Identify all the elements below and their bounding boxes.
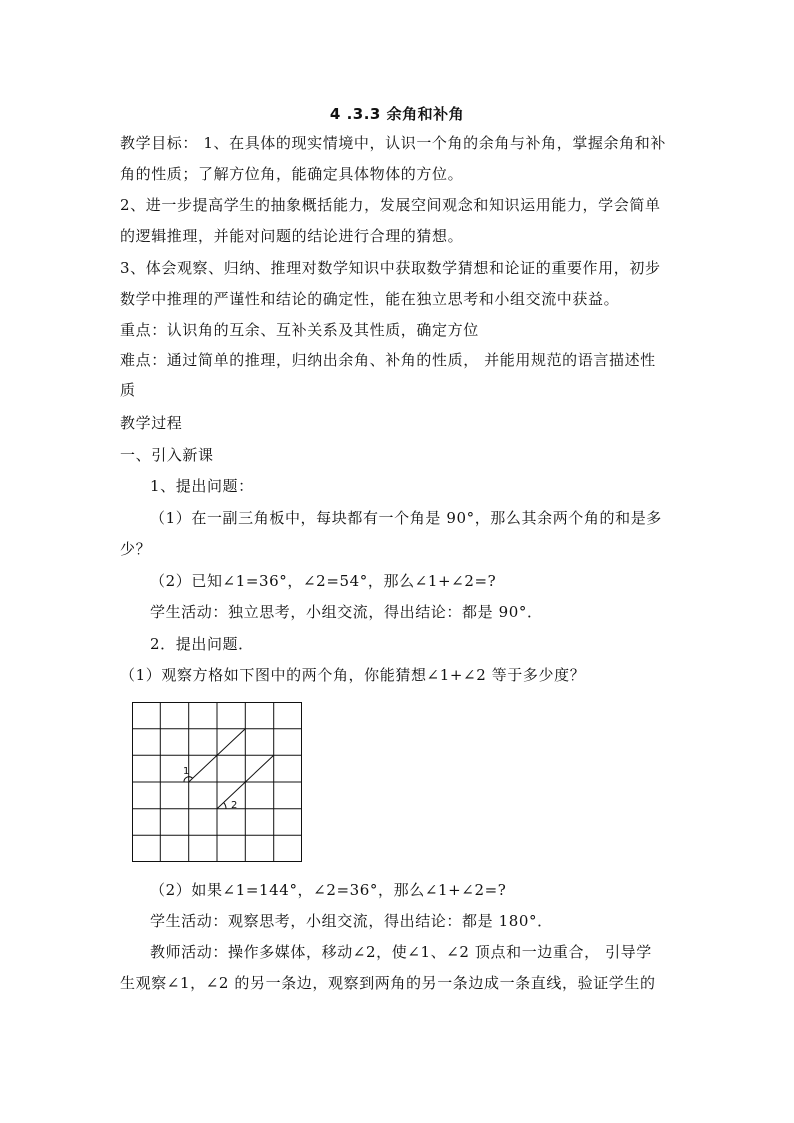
goals-line-2: 角的性质；了解方位角，能确定具体物体的方位。: [120, 165, 464, 183]
section1-heading: 一、引入新课: [120, 446, 214, 464]
angle1-label: 1: [183, 766, 190, 777]
grid-figure: [132, 702, 302, 862]
question-1-line-2: 少？: [120, 540, 152, 558]
goals-line-1: 教学目标： 1、在具体的现实情境中，认识一个角的余角与补角，掌握余角和补: [120, 134, 666, 152]
student-activity-2: 学生活动：观察思考，小组交流，得出结论：都是 180°．: [150, 912, 553, 930]
goals-line-3: 2、进一步提高学生的抽象概括能力，发展空间观念和知识运用能力，学会简单: [120, 196, 661, 214]
goals-line-5: 3、体会观察、归纳、推理对数学知识中获取数学猜想和论证的重要作用，初步: [120, 259, 661, 277]
student-activity-1: 学生活动：独立思考，小组交流，得出结论：都是 90°．: [150, 603, 543, 621]
goals-line-4: 的逻辑推理，并能对问题的结论进行合理的猜想。: [120, 227, 464, 245]
grid-lines: [132, 702, 302, 862]
goals-line-6: 数学中推理的严谨性和结论的确定性，能在独立思考和小组交流中获益。: [120, 290, 620, 308]
question-3: （2）如果∠1=144°，∠2=36°，那么∠1+∠2=?: [150, 881, 507, 899]
question-1-line-1: （1）在一副三角板中，每块都有一个角是 90°，那么其余两个角的和是多: [150, 509, 662, 527]
question-2: （2）已知∠1=36°，∠2=54°，那么∠1+∠2=?: [150, 572, 497, 590]
angle2-arc: [224, 803, 226, 809]
angle2-label: 2: [231, 800, 238, 811]
process-heading: 教学过程: [120, 414, 183, 432]
item2-heading: 2．提出问题．: [150, 635, 254, 653]
key-point: 重点：认识角的互余、互补关系及其性质，确定方位: [120, 321, 479, 339]
page-title: 4 .3.3 余角和补角: [329, 105, 465, 123]
teacher-activity-line-2: 生观察∠1，∠2 的另一条边，观察到两角的另一条边成一条直线，验证学生的: [120, 974, 656, 992]
difficulty-line-2: 质: [120, 381, 136, 399]
difficulty-line-1: 难点：通过简单的推理，归纳出余角、补角的性质， 并能用规范的语言描述性: [120, 351, 656, 369]
grid-question: （1）观察方格如下图中的两个角，你能猜想∠1+∠2 等于多少度？: [120, 666, 586, 684]
grid-angle-diagram: [132, 702, 302, 862]
teacher-activity-line-1: 教师活动：操作多媒体，移动∠2，使∠1、∠2 顶点和一边重合， 引导学: [150, 943, 652, 961]
item1-heading: 1、提出问题：: [150, 477, 254, 495]
